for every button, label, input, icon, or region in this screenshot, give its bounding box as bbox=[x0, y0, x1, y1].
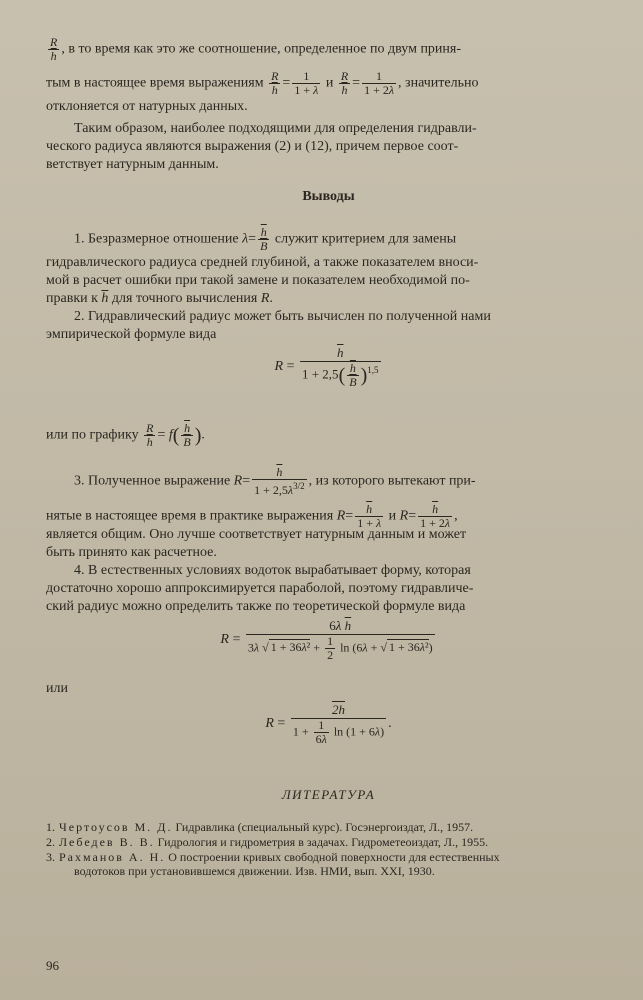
text-fragment: 3. Полученное выражение bbox=[74, 473, 231, 489]
text-line: правки к $\overline{h}$ для точного вычисления R. bbox=[46, 291, 273, 306]
reference-item bbox=[46, 820, 611, 834]
fraction-h-over-b: $\frac{\overline{h}}{B}$ bbox=[183, 421, 191, 449]
reference-text: Гидрология и гидрометрия в задачах. Гидрометеоиздат, Л., 1955. bbox=[157, 835, 489, 849]
text-line: тым в настоящее время выражениям $\frac{R}{h}$ = $\frac{1}{1 + \lambda}$ и $\frac{R}{h}$ = $\frac{1}{1 + 2\lambda}$ , значительно bbox=[46, 69, 479, 97]
formula-theoretical-alt: R = 2h 1 + $\frac{1}{6\lambda}$ ln (1 + 6λ) . bbox=[265, 702, 392, 746]
fraction-general-expression: $\frac{\overline{h}}{1 + 2,5\lambda^{3/2}}$ bbox=[254, 465, 305, 497]
formula-theoretical: R = 6λ $\overline{h}$ 3λ √ 1 + 36λ² + $\frac{1}{2}$ ln (6λ + √ 1 + 36λ²) bbox=[220, 618, 433, 662]
text-fragment: , в то время как это же соотношение, определенное по двум приня- bbox=[61, 41, 462, 57]
text-fragment: для точного вычисления bbox=[111, 291, 258, 306]
text-fragment: правки к bbox=[46, 291, 98, 306]
text-line: ский радиус можно определить также по теоретической формуле вида bbox=[46, 599, 466, 614]
reference-text: Гидравлика (специальный курс). Госэнергоиздат, Л., 1957. bbox=[175, 820, 474, 834]
fraction-r-over-h: $\frac{R}{h}$ bbox=[340, 69, 349, 97]
fraction-one-over-one-plus-lambda: $\frac{1}{1 + \lambda}$ bbox=[294, 69, 319, 97]
fraction-theoretical: 6λ $\overline{h}$ 3λ √ 1 + 36λ² + $\frac{1}{2}$ ln (6λ + √ 1 + 36λ²) bbox=[247, 618, 433, 662]
reference-item bbox=[46, 835, 611, 849]
fraction-one-over-six-lambda: $\frac{1}{6\lambda}$ bbox=[315, 718, 327, 746]
text-fragment: тым в настоящее время выражениям bbox=[46, 75, 264, 91]
reference-number: 2. bbox=[46, 835, 55, 849]
fraction-empirical: $\overline{h}$ 1 + 2,5( $\frac{\overline{h}}{B}$ )$^{1,5}$ bbox=[301, 345, 379, 389]
reference-number: 3. bbox=[46, 850, 55, 864]
text-fragment: или по графику bbox=[46, 427, 139, 443]
text-line: 1. Безразмерное отношение λ= $\frac{\overline{h}}{B}$ служит критерием для замены bbox=[74, 225, 457, 253]
text-fragment: служит критерием для замены bbox=[274, 231, 457, 247]
fraction-one-over-one-plus-two-lambda: $\frac{1}{1 + 2\lambda}$ bbox=[364, 69, 395, 97]
fraction-r-over-h: $\frac{R}{h}$ bbox=[271, 69, 279, 97]
reference-continuation: водотоков при установившемся движении. Изв. НМИ, вып. XXI, 1930. bbox=[74, 864, 435, 878]
section-heading: Выводы bbox=[302, 189, 355, 204]
text-fragment: нятые в настоящее время в практике выражения bbox=[46, 508, 334, 524]
text-line: 4. В естественных условиях водоток вырабатывает форму, которая bbox=[74, 563, 471, 578]
page-number: 96 bbox=[46, 958, 59, 973]
text-fragment: и bbox=[388, 508, 397, 524]
text-line: или по графику $\frac{R}{h}$ = f( $\frac{\overline{h}}{B}$ ). bbox=[46, 421, 205, 449]
text-line: ветствует натурным данным. bbox=[46, 157, 219, 172]
reference-author: Чертоусов М. Д. bbox=[59, 820, 173, 834]
text-line: является общим. Оно лучше соответствует натурным данным и может bbox=[46, 527, 467, 542]
text-fragment: , значительно bbox=[398, 75, 479, 91]
fraction-h-over-b: $\frac{\overline{h}}{B}$ bbox=[260, 225, 268, 253]
reference-author: Лебедев В. В. bbox=[59, 835, 155, 849]
fraction-h-over-one-plus-two-lambda: $\frac{\overline{h}}{1 + 2\lambda}$ bbox=[420, 502, 451, 530]
fraction-theoretical-alt: 2h 1 + $\frac{1}{6\lambda}$ ln (1 + 6λ) bbox=[292, 702, 385, 746]
formula-empirical: R = $\overline{h}$ 1 + 2,5( $\frac{\overline{h}}{B}$ )$^{1,5}$ bbox=[274, 345, 379, 389]
reference-author: Рахманов А. Н. bbox=[59, 850, 166, 864]
text-line: Таким образом, наиболее подходящими для определения гидравли- bbox=[74, 121, 477, 136]
text-line: 2. Гидравлический радиус может быть вычислен по полученной нами bbox=[74, 309, 491, 324]
text-fragment: и bbox=[325, 75, 334, 91]
fraction-h-over-one-plus-lambda: $\frac{\overline{h}}{1 + \lambda}$ bbox=[357, 502, 382, 530]
text-line bbox=[46, 36, 611, 63]
text-line: достаточно хорошо аппроксимируется параболой, поэтому гидравличе- bbox=[46, 581, 474, 596]
fraction-one-half: $\frac{1}{2}$ bbox=[327, 634, 334, 662]
text-line: нятые в настоящее время в практике выражения R= $\frac{\overline{h}}{1 + \lambda}$ и R= $\frac{\overline{h}}{1 + 2\lambda}$ , bbox=[46, 502, 458, 530]
text-line: 3. Полученное выражение R= $\frac{\overline{h}}{1 + 2,5\lambda^{3/2}}$ , из которого вытекают при- bbox=[74, 465, 476, 497]
literature-heading: ЛИТЕРАТУРА bbox=[281, 787, 376, 802]
reference-number: 1. bbox=[46, 820, 55, 834]
fraction-h-over-b: $\frac{\overline{h}}{B}$ bbox=[349, 361, 357, 389]
text-fragment: 1. Безразмерное отношение bbox=[74, 231, 239, 247]
text-line: гидравлического радиуса средней глубиной, а также показателем вноси- bbox=[46, 255, 479, 270]
text-line: быть принято как расчетное. bbox=[46, 545, 217, 560]
text-line: эмпирической формуле вида bbox=[46, 327, 217, 342]
fraction-r-over-h: $\frac{R}{h}$ bbox=[50, 35, 58, 63]
text-line: отклоняется от натурных данных. bbox=[46, 99, 248, 114]
text-line: или bbox=[46, 681, 68, 696]
reference-item bbox=[46, 850, 611, 864]
text-line: ческого радиуса являются выражения (2) и (12), причем первое соот- bbox=[46, 139, 459, 154]
text-line: мой в расчет ошибки при такой замене и показателем необходимой по- bbox=[46, 273, 470, 288]
fraction-r-over-h: $\frac{R}{h}$ bbox=[146, 421, 154, 449]
text-fragment: , из которого вытекают при- bbox=[308, 473, 476, 489]
reference-text: О построении кривых свободной поверхности для естественных bbox=[168, 850, 500, 864]
